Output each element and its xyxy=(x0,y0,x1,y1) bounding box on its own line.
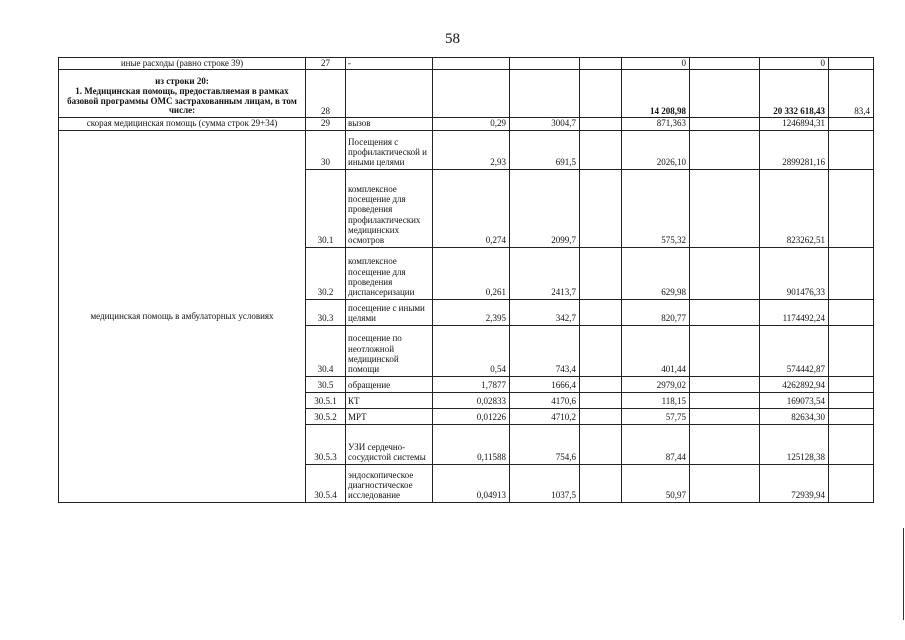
amount-total: 574442,87 xyxy=(760,325,829,376)
row-unit: комплексное посещение для проведения профилактических медицинских осмотров xyxy=(346,169,433,247)
amount-total: 0 xyxy=(760,58,829,70)
amount-per-capita: 87,44 xyxy=(622,424,690,464)
empty-cell xyxy=(690,392,760,408)
row-unit: эндоскопическое диагностическое исследование xyxy=(346,464,433,502)
row-number: 30.1 xyxy=(306,169,346,247)
row-unit: комплексное посещение для проведения диспансеризации xyxy=(346,247,433,299)
row-name: скорая медицинская помощь (сумма строк 29+34) xyxy=(59,118,306,130)
empty-cell xyxy=(829,376,874,392)
empty-cell xyxy=(580,376,622,392)
table-row-28 xyxy=(59,70,874,118)
empty-cell xyxy=(580,325,622,376)
empty-cell xyxy=(829,464,874,502)
row-number: 30.5 xyxy=(306,376,346,392)
empty-cell xyxy=(690,376,760,392)
amount-per-capita: 2026,10 xyxy=(622,130,690,169)
row-number: 30.5.4 xyxy=(306,464,346,502)
volume-norm: 0,01226 xyxy=(433,408,510,424)
volume-norm: 1,7877 xyxy=(433,376,510,392)
empty-cell xyxy=(829,408,874,424)
amount-per-capita: 401,44 xyxy=(622,325,690,376)
empty-cell xyxy=(829,58,874,70)
row-unit: обращение xyxy=(346,376,433,392)
empty-cell xyxy=(829,325,874,376)
cost-norm: 4710,2 xyxy=(510,408,580,424)
table-row-30 xyxy=(59,130,874,169)
empty-cell xyxy=(690,169,760,247)
empty-cell xyxy=(433,70,510,118)
empty-cell xyxy=(690,130,760,169)
row-unit: вызов xyxy=(346,118,433,130)
empty-cell xyxy=(690,424,760,464)
empty-cell xyxy=(580,118,622,130)
amount-total: 823262,51 xyxy=(760,169,829,247)
row-unit: Посещения с профилактической и иными целями xyxy=(346,130,433,169)
page-number: 58 xyxy=(445,31,460,47)
financing-table xyxy=(58,57,874,503)
cost-norm: 1037,5 xyxy=(510,464,580,502)
empty-cell xyxy=(690,118,760,130)
volume-norm: 2,93 xyxy=(433,130,510,169)
empty-cell xyxy=(580,392,622,408)
empty-cell xyxy=(580,424,622,464)
volume-norm: 0,11588 xyxy=(433,424,510,464)
empty-cell xyxy=(580,299,622,325)
empty-cell xyxy=(580,169,622,247)
amount-total: 4262892,94 xyxy=(760,376,829,392)
amount-total: 82634,30 xyxy=(760,408,829,424)
margin-line xyxy=(903,528,904,620)
amount-total: 72939,94 xyxy=(760,464,829,502)
amount-per-capita: 2979,02 xyxy=(622,376,690,392)
empty-cell xyxy=(690,58,760,70)
row-unit: МРТ xyxy=(346,408,433,424)
empty-cell xyxy=(829,118,874,130)
empty-cell xyxy=(829,247,874,299)
table-row-27 xyxy=(59,58,874,70)
empty-cell xyxy=(690,299,760,325)
empty-cell xyxy=(433,58,510,70)
row-number: 29 xyxy=(306,118,346,130)
amount-per-capita: 629,98 xyxy=(622,247,690,299)
volume-norm: 0,02833 xyxy=(433,392,510,408)
empty-cell xyxy=(829,299,874,325)
cost-norm: 3004,7 xyxy=(510,118,580,130)
amount-per-capita: 57,75 xyxy=(622,408,690,424)
empty-cell xyxy=(580,464,622,502)
cost-norm: 691,5 xyxy=(510,130,580,169)
volume-norm: 0,261 xyxy=(433,247,510,299)
row-unit: посещение с иными целями xyxy=(346,299,433,325)
empty-cell xyxy=(829,130,874,169)
cost-norm: 4170,6 xyxy=(510,392,580,408)
row-number: 27 xyxy=(306,58,346,70)
cost-norm: 743,4 xyxy=(510,325,580,376)
amount-total: 1174492,24 xyxy=(760,299,829,325)
table-row-29 xyxy=(59,118,874,130)
empty-cell xyxy=(690,247,760,299)
row-name: иные расходы (равно строке 39) xyxy=(59,58,306,70)
empty-cell xyxy=(690,325,760,376)
empty-cell xyxy=(510,58,580,70)
amount-per-capita: 871,363 xyxy=(622,118,690,130)
empty-cell xyxy=(829,169,874,247)
row-unit: посещение по неотложной медицинской помощи xyxy=(346,325,433,376)
amount-per-capita: 118,15 xyxy=(622,392,690,408)
amount-total: 125128,38 xyxy=(760,424,829,464)
amount-per-capita: 820,77 xyxy=(622,299,690,325)
amount-total: 901476,33 xyxy=(760,247,829,299)
cost-norm: 754,6 xyxy=(510,424,580,464)
row-number: 30.5.2 xyxy=(306,408,346,424)
amount-per-capita: 50,97 xyxy=(622,464,690,502)
amount-per-capita: 0 xyxy=(622,58,690,70)
empty-cell xyxy=(580,408,622,424)
empty-cell xyxy=(346,70,433,118)
volume-norm: 0,29 xyxy=(433,118,510,130)
row-number: 30.5.3 xyxy=(306,424,346,464)
row-number: 28 xyxy=(306,70,346,118)
share-percent: 83,4 xyxy=(829,70,874,118)
cost-norm: 342,7 xyxy=(510,299,580,325)
amount-per-capita: 575,32 xyxy=(622,169,690,247)
row-unit: КТ xyxy=(346,392,433,408)
row-name: из строки 20: 1. Медицинская помощь, предоставляемая в рамках базовой программы ОМС застрахованным лицам, в том числе: xyxy=(59,70,306,118)
volume-norm: 0,274 xyxy=(433,169,510,247)
empty-cell xyxy=(580,130,622,169)
row-number: 30 xyxy=(306,130,346,169)
amount-total: 20 332 618,43 xyxy=(760,70,829,118)
cost-norm: 2099,7 xyxy=(510,169,580,247)
empty-cell xyxy=(690,70,760,118)
cost-norm: 1666,4 xyxy=(510,376,580,392)
amount-total: 169073,54 xyxy=(760,392,829,408)
empty-cell xyxy=(510,70,580,118)
empty-cell xyxy=(690,408,760,424)
ambulatory-care-label: медицинская помощь в амбулаторных условиях xyxy=(59,130,306,502)
amount-total: 1246894,31 xyxy=(760,118,829,130)
row-number: 30.3 xyxy=(306,299,346,325)
empty-cell xyxy=(580,247,622,299)
row-number: 30.5.1 xyxy=(306,392,346,408)
amount-per-capita: 14 208,98 xyxy=(622,70,690,118)
amount-total: 2899281,16 xyxy=(760,130,829,169)
row-number: 30.4 xyxy=(306,325,346,376)
volume-norm: 2,395 xyxy=(433,299,510,325)
empty-cell xyxy=(580,58,622,70)
empty-cell xyxy=(829,392,874,408)
cost-norm: 2413,7 xyxy=(510,247,580,299)
row-number: 30.2 xyxy=(306,247,346,299)
empty-cell xyxy=(580,70,622,118)
row-unit: УЗИ сердечно-сосудистой системы xyxy=(346,424,433,464)
empty-cell xyxy=(690,464,760,502)
volume-norm: 0,54 xyxy=(433,325,510,376)
row-unit: - xyxy=(346,58,433,70)
volume-norm: 0,04913 xyxy=(433,464,510,502)
empty-cell xyxy=(829,424,874,464)
